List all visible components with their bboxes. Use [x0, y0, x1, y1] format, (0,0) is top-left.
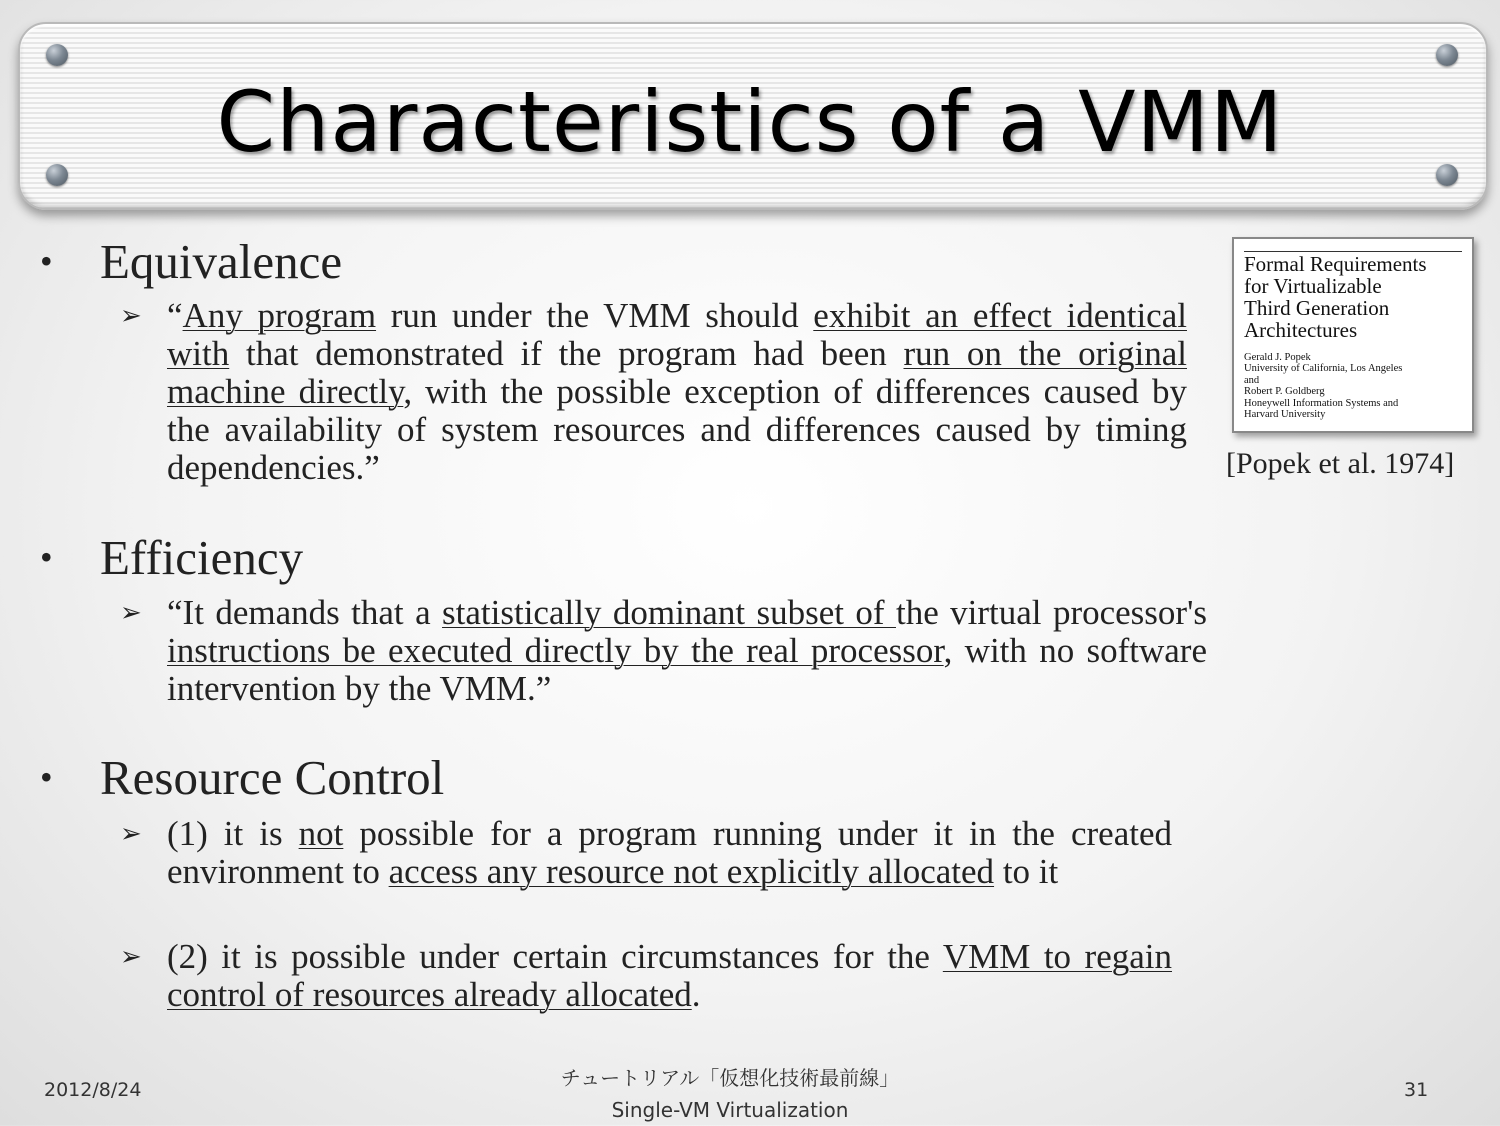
- underlined-text: statistically dominant subset of: [442, 593, 896, 632]
- underlined-text: exhibit an effect identical with: [167, 296, 1187, 373]
- bullet-dot-icon: •: [40, 241, 53, 281]
- bullet-heading: Equivalence: [100, 234, 343, 289]
- citation: [Popek et al. 1974]: [1226, 447, 1455, 480]
- page-number: 31: [1404, 1079, 1429, 1101]
- bullet-heading: Efficiency: [100, 530, 304, 585]
- arrow-bullet-icon: ➢: [120, 598, 142, 627]
- underlined-text: access any resource not explicitly allocated: [388, 852, 995, 891]
- arrow-bullet-icon: ➢: [120, 819, 142, 848]
- paper-title: Formal Requirements for Virtualizable Third Generation Architectures: [1244, 252, 1427, 342]
- bolt-icon: [1436, 44, 1458, 66]
- bullet-heading: Resource Control: [100, 750, 445, 805]
- underlined-text: instructions be executed directly by the real processor: [167, 631, 944, 670]
- footer-tutorial-title: チュートリアル「仮想化技術最前線」: [560, 1066, 900, 1090]
- quote-text: “Any program run under the VMM should exhibit an effect identical with that demonstrated if the program had been run on the original machine directly, with the possible exception of differences caused by the availability of system resources and differences caused by timing dependencies.”: [167, 296, 1187, 487]
- quote-text: “It demands that a statistically dominant subset of the virtual processor's instructions be executed directly by the real processor, with no software intervention by the VMM.”: [167, 593, 1207, 708]
- paper-authors: Gerald J. Popek University of California, Los Angeles and Robert P. Goldberg Honeywell Information Systems and Harvard University: [1244, 352, 1403, 421]
- bullet-dot-icon: •: [40, 537, 53, 577]
- quote-text: (1) it is not possible for a program running under it in the created environment to access any resource not explicitly allocated to it: [167, 814, 1172, 891]
- arrow-bullet-icon: ➢: [120, 301, 142, 330]
- bolt-icon: [46, 44, 68, 66]
- underlined-text: Any program: [182, 296, 377, 335]
- slide-title: Characteristics of a VMM: [216, 73, 1284, 171]
- footer-center: [0, 1062, 1460, 1126]
- arrow-bullet-icon: ➢: [120, 942, 142, 971]
- footer-date: 2012/8/24: [44, 1079, 142, 1101]
- bullet-dot-icon: •: [40, 757, 53, 797]
- underlined-text: VMM to regain control of resources already allocated: [167, 937, 1172, 1014]
- quote-text: (2) it is possible under certain circumstances for the VMM to regain control of resources already allocated.: [167, 937, 1172, 1014]
- underlined-text: not: [298, 814, 344, 853]
- paper-thumbnail: [1232, 237, 1474, 433]
- underlined-text: run on the original machine directly: [167, 334, 1187, 411]
- footer-section-title: Single-VM Virtualization: [611, 1098, 849, 1122]
